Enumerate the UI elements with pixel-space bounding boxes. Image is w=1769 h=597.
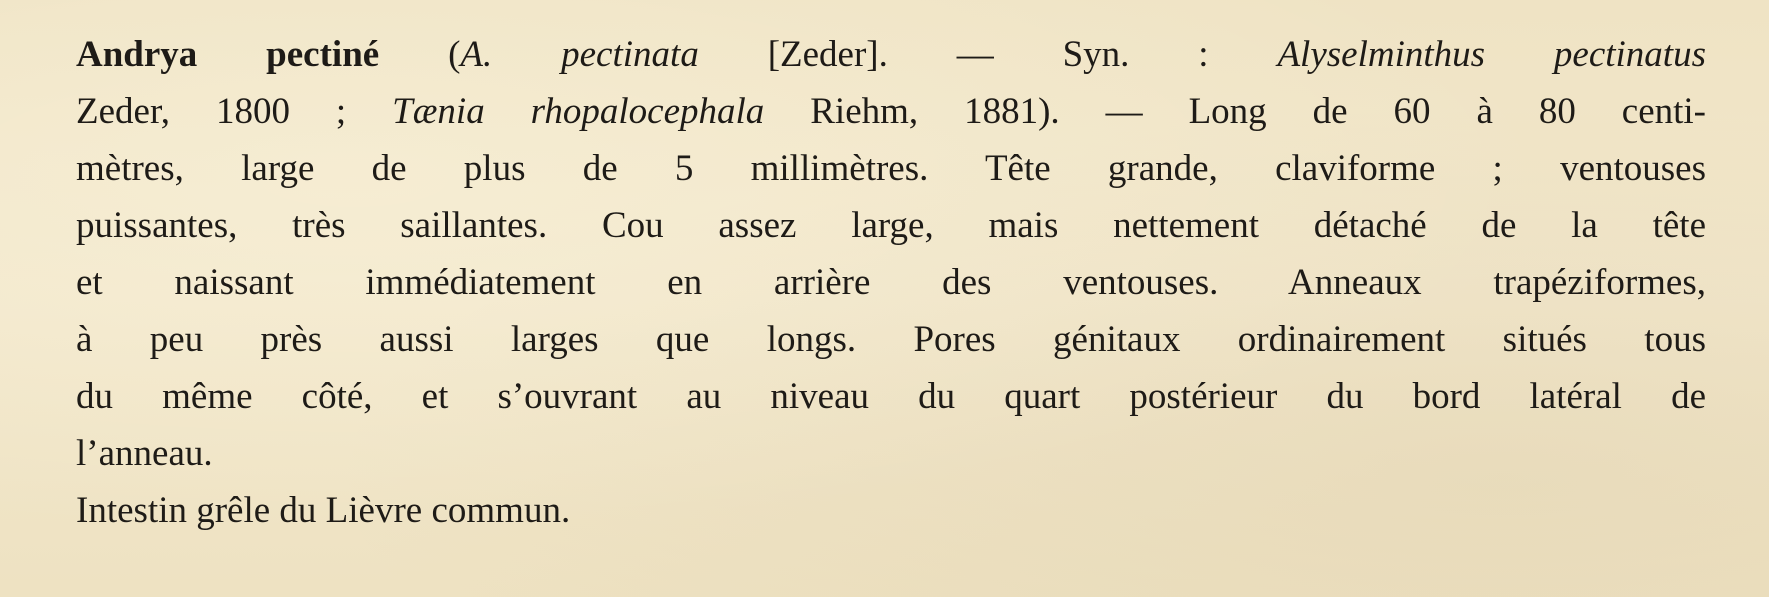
species-latin-name: A. pectinata [460,34,699,75]
synonym-latin-name-2: Tænia rhopalocephala [392,91,765,132]
text-line-6: à peu près aussi larges que longs. Pores génitaux ordinairement situés tous [76,319,1706,360]
text-line-7: du même côté, et s’ouvrant au niveau du quart postérieur du bord latéral de [76,376,1706,417]
text-line-5: et naissant immédiatement en arrière des ventouses. Anneaux trapéziformes, [76,262,1706,303]
text-line-3: mètres, large de plus de 5 millimètres. Tête grande, claviforme ; ventouses [76,148,1706,189]
text-span: ( [379,34,461,75]
text-line-8: l’anneau. [76,433,213,474]
text-line-1 [76,30,1706,80]
text-span: Zeder, 1800 ; [76,91,393,132]
species-title: Andrya pectiné [76,34,380,75]
text-line-4: puissantes, très saillantes. Cou assez large, mais nettement détaché de la tête [76,205,1706,246]
text-span: [Zeder]. — Syn. : [698,34,1278,75]
habitat-line: Intestin grêle du Lièvre commun. [76,490,571,531]
text-line-2 [76,87,1706,137]
synonym-latin-name: Alyselminthus pectinatus [1277,34,1706,75]
text-span: Riehm, 1881). — Long de 60 à 80 centi- [764,91,1706,132]
